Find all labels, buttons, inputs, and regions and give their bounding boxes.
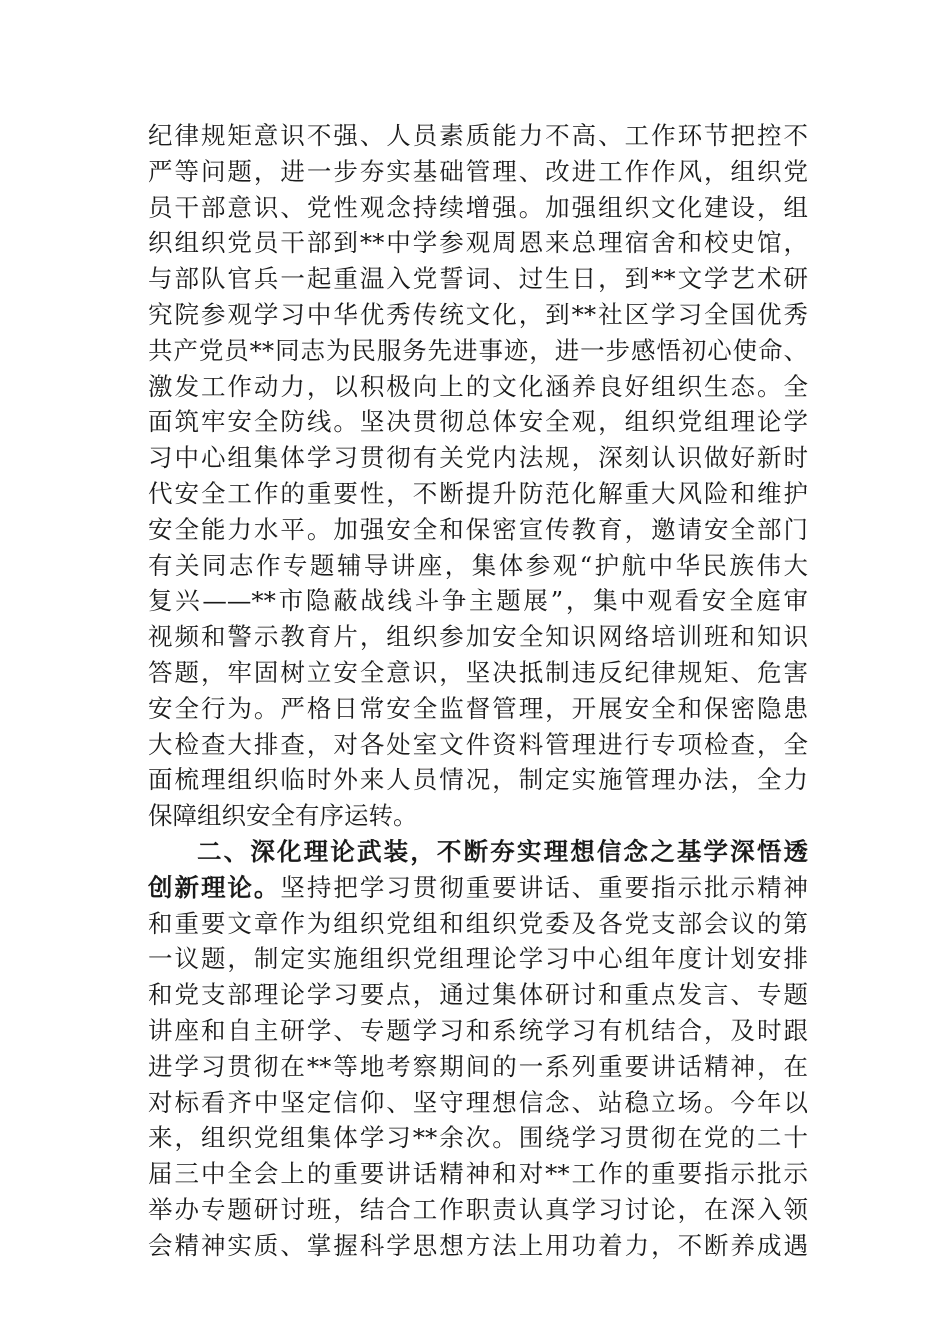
- text-line: 与部队官兵一起重温入党誓词、过生日，到**文学艺术研: [148, 264, 808, 294]
- text-line: 答题，牢固树立安全意识，坚决抵制违反纪律规矩、危害: [148, 657, 808, 687]
- text-line: 和重要文章作为组织党组和组织党委及各党支部会议的第: [148, 908, 808, 938]
- text-line: 讲座和自主研学、专题学习和系统学习有机结合，及时跟: [148, 1015, 808, 1045]
- text-line: 究院参观学习中华优秀传统文化，到**社区学习全国优秀: [148, 299, 808, 329]
- text-line: 复兴——**市隐蔽战线斗争主题展”，集中观看安全庭审: [148, 586, 808, 616]
- text-line: [148, 870, 808, 906]
- text-line: 视频和警示教育片，组织参加安全知识网络培训班和知识: [148, 622, 808, 652]
- text-line: 习中心组集体学习贯彻有关党内法规，深刻认识做好新时: [148, 443, 808, 473]
- text-line: 面梳理组织临时外来人员情况，制定实施管理办法，全力: [148, 765, 808, 795]
- section-heading-end: 创新理论。: [148, 872, 281, 902]
- section-heading: 二、深化理论武装，不断夯实理想信念之基学深悟透: [197, 836, 808, 866]
- text-line: 届三中全会上的重要讲话精神和对**工作的重要指示批示: [148, 1159, 808, 1189]
- text-line: 织组织党员干部到**中学参观周恩来总理宿舍和校史馆，: [148, 228, 808, 258]
- document-body: [148, 118, 808, 1264]
- text-line: 安全行为。严格日常安全监督管理，开展安全和保密隐患: [148, 693, 808, 723]
- text-line: 员干部意识、党性观念持续增强。加强组织文化建设，组: [148, 192, 808, 222]
- text-line: 保障组织安全有序运转。: [148, 801, 418, 831]
- text-line: 激发工作动力，以积极向上的文化涵养良好组织生态。全: [148, 371, 808, 401]
- paragraph-theory-study: [148, 834, 808, 1264]
- text-line: 共产党员**同志为民服务先进事迹，进一步感悟初心使命、: [148, 335, 808, 365]
- paragraph-security-culture: [148, 118, 808, 834]
- text-line: 一议题，制定实施组织党组理论学习中心组年度计划安排: [148, 944, 808, 974]
- text-line: 严等问题，进一步夯实基础管理、改进工作作风，组织党: [148, 156, 808, 186]
- text-line: 来，组织党组集体学习**余次。围绕学习贯彻在党的二十: [148, 1123, 808, 1153]
- text-line: 会精神实质、掌握科学思想方法上用功着力，不断养成遇: [148, 1230, 808, 1260]
- text-line: 举办专题研讨班，结合工作职责认真学习讨论，在深入领: [148, 1194, 808, 1224]
- text-line: 有关同志作专题辅导讲座，集体参观“护航中华民族伟大: [148, 550, 808, 580]
- text-line: 面筑牢安全防线。坚决贯彻总体安全观，组织党组理论学: [148, 407, 808, 437]
- text-line: 纪律规矩意识不强、人员素质能力不高、工作环节把控不: [148, 121, 808, 150]
- text-line: 和党支部理论学习要点，通过集体研讨和重点发言、专题: [148, 980, 808, 1010]
- text-line: 安全能力水平。加强安全和保密宣传教育，邀请安全部门: [148, 514, 808, 544]
- text-line: 代安全工作的重要性，不断提升防范化解重大风险和维护: [148, 478, 808, 508]
- text-line: 对标看齐中坚定信仰、坚守理想信念、站稳立场。今年以: [148, 1087, 808, 1117]
- text-line: 大检查大排查，对各处室文件资料管理进行专项检查，全: [148, 729, 808, 759]
- text-line: 进学习贯彻在**等地考察期间的一系列重要讲话精神，在: [148, 1051, 808, 1081]
- text-run: 坚持把学习贯彻重要讲话、重要指示批示精神: [280, 872, 809, 902]
